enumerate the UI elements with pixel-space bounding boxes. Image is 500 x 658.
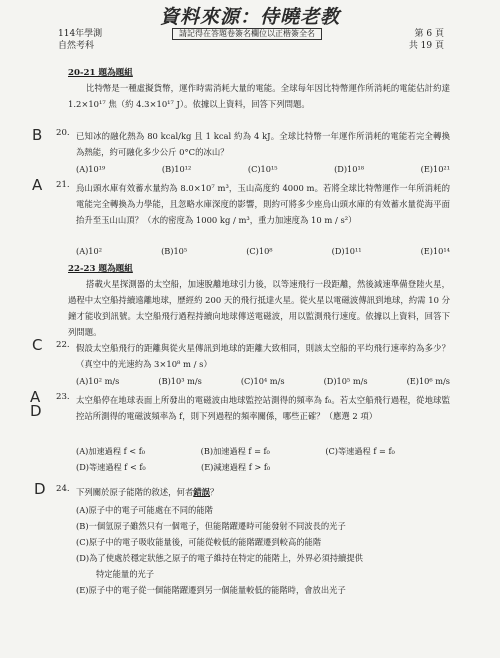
handwritten-answer-21: A (32, 176, 43, 194)
option-22-d: (D)10⁵ m/s (323, 376, 368, 386)
question-text-24 (76, 484, 450, 500)
option-24-e: (E)原子中的電子從一個能階躍遷到另一個能量較低的能階時，會放出光子 (76, 585, 346, 595)
option-21-c: (C)10⁸ (246, 246, 273, 256)
handwritten-source-title: 資料來源：侍曉老教 (159, 6, 340, 28)
group-passage-22-23: 搭載火星探測器的太空船，加速脫離地球引力後，以等速飛行一段距離，然後減速準備登陸火星，過程中太空船持續遠離地球，歷經約 200 天的飛行抵達火星。從火星以電磁波傳訊到地球，約需 10 分鐘才能收到訊號。太空船飛行過程持續向地球傳送電磁波，用以監測飛行速度。依據以上資料，回答下列問題。 (68, 279, 450, 337)
handwritten-answer-20: B (32, 126, 43, 144)
option-20-b: (B)10¹² (161, 164, 192, 174)
header-right (409, 28, 444, 52)
question-text-24-before: 下列關於原子能階的敘述，何者 (76, 487, 194, 497)
options-23-row-2 (76, 462, 450, 473)
option-24-a: (A)原子中的電子可能處在不同的能階 (76, 505, 213, 515)
handwritten-answer-22: C (32, 336, 43, 354)
options-20 (76, 164, 450, 174)
question-number-20: 20. (56, 128, 70, 138)
option-24-d-continued: 特定能量的光子 (96, 569, 155, 579)
option-22-b: (B)10³ m/s (158, 376, 202, 386)
question-text-21: 烏山頭水庫有效蓄水量約為 8.0×10⁷ m³，玉山高度約 4000 m。若將全球比特幣運作一年所消耗的電能完全轉換為力學能，且忽略水庫深度的影響，則約可將多少座烏山頭水庫的有效蓄水量從海平面抬升至玉山山頂？（水的密度為 1000 kg / m³，重力加速度為 10 m / s²） (76, 183, 450, 225)
options-24 (76, 502, 450, 598)
signature-notice: 請記得在答題卷簽名欄位以正楷簽全名 (172, 28, 322, 40)
page-number: 第 6 頁 (414, 29, 444, 39)
page-total: 共 19 頁 (408, 41, 444, 51)
option-23-b: (B)加速過程 f = f₀ (200, 446, 270, 456)
option-23-c: (C)等速過程 f = f₀ (325, 446, 395, 456)
option-22-a: (A)10² m/s (76, 376, 120, 386)
option-23-e: (E)減速過程 f > f₀ (201, 462, 271, 472)
option-20-a: (A)10¹⁹ (76, 164, 106, 174)
option-24-b: (B)一個氫原子雖然只有一個電子，但能階躍遷時可能發射不同波長的光子 (76, 521, 346, 531)
option-23-a: (A)加速過程 f < f₀ (76, 446, 146, 456)
handwritten-answer-24: D (34, 480, 46, 498)
option-20-c: (C)10¹⁵ (247, 164, 278, 174)
options-21 (76, 246, 450, 256)
question-text-23: 太空船停在地球表面上所發出的電磁波由地球監控站測得的頻率為 f₀。若太空船飛行過程，從地球監控站所測得的電磁波頻率為 f，則下列過程的頻率關係，哪些正確？（應選 2 項） (76, 395, 450, 421)
question-text-22: 假設太空船飛行的距離與從火星傳訊到地球的距離大致相同，則該太空船的平均飛行速率約為多少？（真空中的光速約為 3×10⁸ m / s） (76, 343, 450, 369)
option-20-e: (E)10²¹ (420, 164, 450, 174)
group-passage-20-21: 比特幣是一種虛擬貨幣，運作時需消耗大量的電能。全球每年因比特幣運作所消耗的電能估計約達 1.2×10¹⁷ 焦（約 4.3×10¹⁷ J）。依據以上資料，回答下列問題。 (68, 83, 450, 109)
header-left (58, 28, 102, 52)
question-text-24-emphasis: 錯誤 (193, 487, 210, 497)
question-text-20: 已知冰的融化熱為 80 kcal/kg 且 1 kcal 約為 4 kJ。全球比特幣一年運作所消耗的電能若完全轉換為熱能，約可融化多少公斤 0°C的冰山？ (76, 131, 450, 157)
option-22-e: (E)10⁶ m/s (406, 376, 450, 386)
option-21-a: (A)10² (76, 246, 103, 256)
question-number-24: 24. (56, 484, 70, 494)
group-heading-20-21: 20-21 題為題組 (68, 68, 133, 78)
handwritten-answer-23: A D (30, 388, 42, 420)
options-22 (76, 376, 450, 386)
question-text-24-after: ？ (210, 487, 219, 497)
options-23-row-1 (76, 446, 450, 457)
option-24-d: (D)為了使處於穩定狀態之原子的電子維持在特定的能階上，外界必須持續提供 (76, 553, 363, 563)
option-23-d: (D)等速過程 f < f₀ (76, 462, 146, 472)
question-number-22: 22. (56, 340, 70, 350)
option-20-d: (D)10¹⁸ (334, 164, 365, 174)
question-number-21: 21. (56, 180, 70, 190)
group-heading-22-23: 22-23 題為題組 (68, 264, 133, 274)
option-21-e: (E)10¹⁴ (420, 246, 450, 256)
exam-year: 114年學測 (58, 29, 103, 39)
option-24-c: (C)原子中的電子吸收能量後，可能從較低的能階躍遷到較高的能階 (76, 537, 322, 547)
exam-subject: 自然考科 (58, 41, 95, 51)
question-number-23: 23. (56, 392, 70, 402)
option-22-c: (C)10⁴ m/s (240, 376, 285, 386)
option-21-d: (D)10¹¹ (331, 246, 362, 256)
option-21-b: (B)10⁵ (161, 246, 188, 256)
